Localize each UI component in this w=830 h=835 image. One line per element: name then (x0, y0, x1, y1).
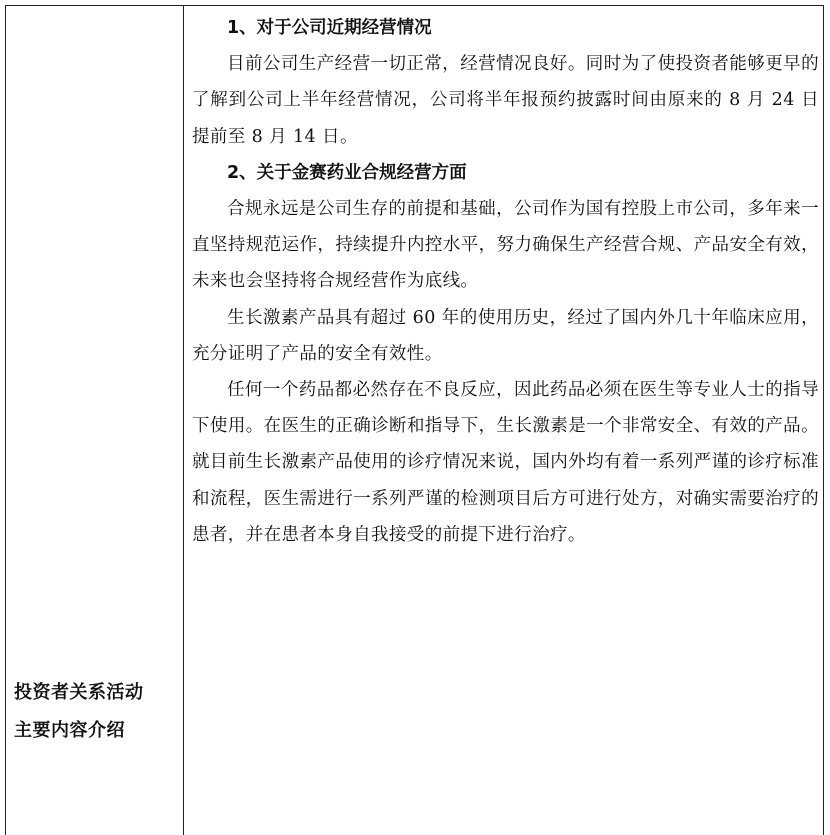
label-cell (6, 6, 184, 835)
section-heading-1: 1、对于公司近期经营情况 (227, 18, 432, 38)
row-label-line-1: 投资者关系活动 (14, 682, 144, 703)
row-label-line-2: 主要内容介绍 (14, 720, 125, 741)
paragraph-2: 合规永远是公司生存的前提和基础，公司作为国有控股上市公司，多年来一直坚持规范运作，持续提升内控水平，努力确保生产经营合规、产品安全有效，未来也会坚持将合规经营作为底线。 (192, 199, 819, 292)
paragraph-3: 生长激素产品具有超过 60 年的使用历史，经过了国内外几十年临床应用，充分证明了产品的安全有效性。 (192, 307, 819, 364)
section-heading-2: 2、关于金赛药业合规经营方面 (227, 162, 467, 183)
paragraph-1: 目前公司生产经营一切正常，经营情况良好。同时为了使投资者能够更早的了解到公司上半年经营情况，公司将半年报预约披露时间由原来的 8 月 24 日提前至 8 月 14 日。 (192, 54, 819, 147)
row-label (14, 674, 144, 750)
paragraph-4: 任何一个药品都必然存在不良反应，因此药品必须在医生等专业人士的指导下使用。在医生的正确诊断和指导下，生长激素是一个非常安全、有效的产品。就目前生长激素产品使用的诊疗情况来说，国内外均有着一系列严谨的诊疗标准和流程，医生需进行一系列严谨的检测项目后方可进行处方，对确实需要治疗的患者，并在患者本身自我接受的前提下进行治疗。 (192, 380, 819, 545)
document-table (5, 5, 824, 835)
content-cell (184, 6, 823, 835)
